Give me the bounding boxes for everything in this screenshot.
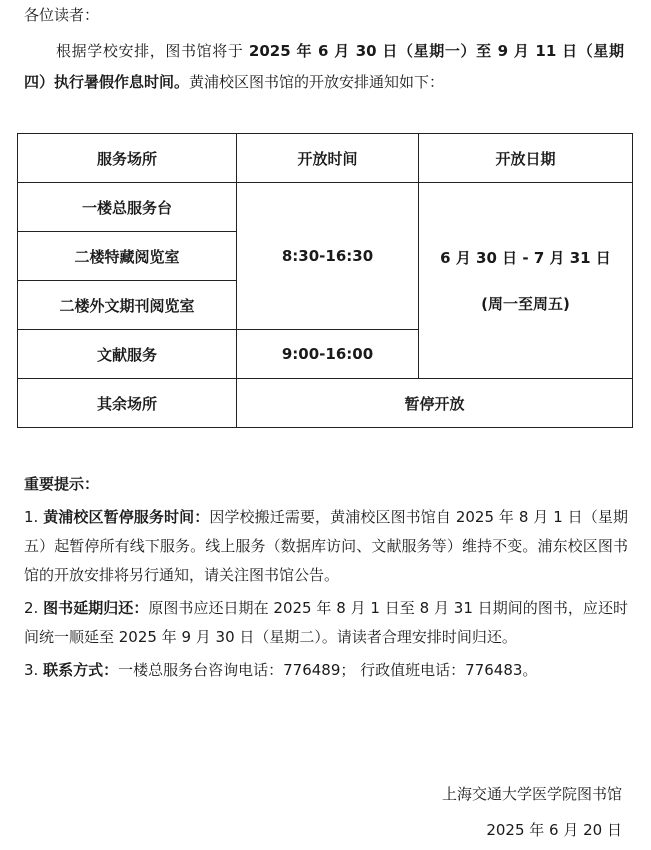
note-label: 图书延期归还： — [43, 599, 149, 617]
note-item — [24, 656, 628, 685]
closed-cell: 暂停开放 — [237, 379, 633, 428]
table-row — [18, 379, 633, 428]
intro-dates: 2025 年 6 月 30 日（星期一）至 9 月 11 日（星期四）执行暑假作息时间。 — [24, 42, 624, 91]
signature-date: 2025 年 6 月 20 日 — [486, 821, 622, 839]
note-number: 2. — [24, 599, 44, 617]
header-time: 开放时间 — [237, 134, 419, 183]
note-label: 黄浦校区暂停服务时间： — [43, 508, 210, 526]
note-number: 3. — [24, 661, 44, 679]
note-text: 原图书应还日期在 2025 年 8 月 1 日至 8 月 31 日期间的图书，应还时间统一顺延至 2025 年 9 月 30 日（星期二）。请读者合理安排时间归还。 — [24, 599, 628, 646]
intro-prefix: 根据学校安排，图书馆将于 — [56, 42, 249, 60]
venue-cell: 文献服务 — [18, 330, 237, 379]
note-number: 1. — [24, 508, 44, 526]
greeting: 各位读者： — [24, 6, 100, 24]
venue-cell: 二楼外文期刊阅览室 — [18, 281, 237, 330]
table-header-row — [18, 134, 633, 183]
date-cell — [419, 183, 633, 379]
venue-cell: 其余场所 — [18, 379, 237, 428]
header-date: 开放日期 — [419, 134, 633, 183]
intro-paragraph — [24, 36, 624, 98]
header-venue: 服务场所 — [18, 134, 237, 183]
time-cell-service: 9:00-16:00 — [237, 330, 419, 379]
intro-suffix: 黄浦校区图书馆的开放安排通知如下： — [189, 73, 445, 91]
schedule-table — [17, 133, 633, 428]
signature-org: 上海交通大学医学院图书馆 — [441, 785, 622, 803]
notes-section — [24, 470, 628, 685]
note-item — [24, 503, 628, 590]
note-text: 一楼总服务台咨询电话：776489； 行政值班电话：776483。 — [118, 661, 538, 679]
time-cell-main: 8:30-16:30 — [237, 183, 419, 330]
note-label: 联系方式： — [43, 661, 119, 679]
notes-title: 重要提示： — [24, 475, 100, 493]
venue-cell: 二楼特藏阅览室 — [18, 232, 237, 281]
note-item — [24, 594, 628, 652]
date-note: (周一至周五) — [481, 294, 570, 313]
table-row — [18, 183, 633, 232]
note-text: 因学校搬迁需要，黄浦校区图书馆自 2025 年 8 月 1 日（星期五）起暂停所有线下服务。线上服务（数据库访问、文献服务等）维持不变。浦东校区图书馆的开放安排将另行通知，请关注图书馆公告。 — [24, 508, 628, 584]
date-range: 6 月 30 日 - 7 月 31 日 — [440, 248, 611, 267]
venue-cell: 一楼总服务台 — [18, 183, 237, 232]
